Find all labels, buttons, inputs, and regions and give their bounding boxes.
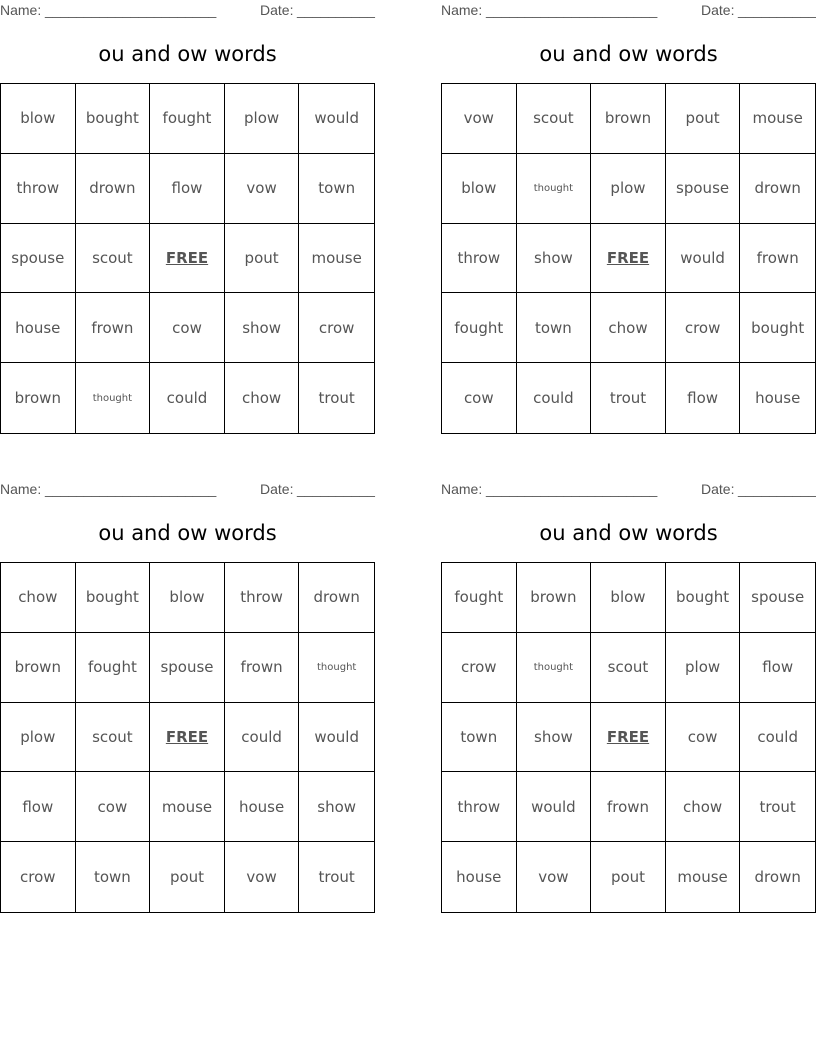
bingo-grid (0, 83, 375, 434)
bingo-grid (441, 562, 816, 913)
date-blank: __________ (738, 2, 816, 18)
word-cell: bought (76, 563, 151, 633)
card-title: ou and ow words (539, 42, 718, 66)
word-cell: thought (299, 633, 374, 703)
word-cell: fought (442, 293, 517, 363)
word-cell: would (299, 84, 374, 154)
word-cell: pout (666, 84, 741, 154)
name-label: Name: (441, 481, 483, 497)
word-cell: vow (442, 84, 517, 154)
name-date-line (441, 481, 816, 499)
word-cell: flow (1, 772, 76, 842)
word-cell: blow (591, 563, 666, 633)
word-cell: would (299, 703, 374, 773)
date-label: Date: (260, 2, 294, 18)
word-cell: scout (517, 84, 592, 154)
word-cell: could (517, 363, 592, 433)
word-cell: cow (666, 703, 741, 773)
date-blank: __________ (738, 481, 816, 497)
word-cell: trout (318, 389, 355, 408)
word-cell: mouse (150, 772, 225, 842)
word-cell: drown (299, 563, 374, 633)
word-cell: house (755, 389, 801, 408)
word-cell: frown (225, 633, 300, 703)
word-cell: show (225, 293, 300, 363)
free-space-cell: FREE (591, 224, 666, 294)
word-cell: crow (666, 293, 741, 363)
word-cell: show (299, 772, 374, 842)
word-cell: crow (442, 633, 517, 703)
word-cell: bought (740, 293, 815, 363)
word-cell: brown (591, 84, 666, 154)
word-cell: scout (76, 703, 151, 773)
name-label: Name: (0, 2, 42, 18)
word-cell: flow (740, 633, 815, 703)
date-label: Date: (260, 481, 294, 497)
word-cell: blow (150, 563, 225, 633)
word-cell: house (442, 842, 517, 912)
word-cell: crow (299, 293, 374, 363)
word-cell: brown (1, 363, 76, 433)
free-space-cell: FREE (150, 224, 225, 294)
bingo-card (441, 0, 816, 434)
word-cell: thought (76, 363, 151, 433)
word-cell: pout (150, 842, 225, 912)
word-cell: town (442, 703, 517, 773)
name-date-line (0, 2, 375, 20)
word-cell: mouse (299, 224, 374, 294)
word-cell: vow (517, 842, 592, 912)
word-cell: thought (517, 633, 592, 703)
word-cell: spouse (666, 154, 741, 224)
word-cell: chow (225, 363, 300, 433)
word-cell: spouse (1, 224, 76, 294)
word-cell: chow (591, 293, 666, 363)
word-cell: fought (76, 633, 151, 703)
word-cell: brown (1, 633, 76, 703)
word-cell: bought (76, 84, 151, 154)
word-cell: house (225, 772, 300, 842)
word-cell: chow (1, 563, 76, 633)
word-cell: house (1, 293, 76, 363)
name-blank: ______________________ (486, 481, 658, 497)
name-date-line (441, 2, 816, 20)
name-blank: ______________________ (45, 481, 217, 497)
word-cell: spouse (740, 563, 815, 633)
word-cell: scout (76, 224, 151, 294)
word-cell: would (517, 772, 592, 842)
word-cell: town (76, 842, 151, 912)
word-cell: thought (517, 154, 592, 224)
word-cell: frown (76, 293, 151, 363)
word-cell: throw (442, 224, 517, 294)
word-cell: plow (1, 703, 76, 773)
word-cell: drown (76, 154, 151, 224)
bingo-grid (441, 83, 816, 434)
card-title: ou and ow words (539, 521, 718, 545)
word-cell: plow (225, 84, 300, 154)
word-cell: show (517, 703, 592, 773)
word-cell: blow (1, 84, 76, 154)
word-cell: drown (740, 154, 815, 224)
word-cell: cow (76, 772, 151, 842)
word-cell: fought (442, 563, 517, 633)
word-cell: vow (225, 842, 300, 912)
word-cell: frown (591, 772, 666, 842)
date-blank: __________ (297, 2, 375, 18)
word-cell: could (740, 703, 815, 773)
word-cell: spouse (150, 633, 225, 703)
card-title: ou and ow words (98, 521, 277, 545)
card-title: ou and ow words (98, 42, 277, 66)
date-label: Date: (701, 2, 735, 18)
word-cell: trout (591, 363, 666, 433)
word-cell: plow (591, 154, 666, 224)
name-date-line (0, 481, 375, 499)
word-cell: throw (442, 772, 517, 842)
free-space-cell: FREE (591, 703, 666, 773)
word-cell: throw (225, 563, 300, 633)
word-cell: trout (318, 868, 355, 887)
word-cell: pout (591, 842, 666, 912)
bingo-card (441, 479, 816, 913)
date-label: Date: (701, 481, 735, 497)
word-cell: fought (150, 84, 225, 154)
word-cell: throw (1, 154, 76, 224)
word-cell: flow (150, 154, 225, 224)
word-cell: plow (666, 633, 741, 703)
free-space-cell: FREE (150, 703, 225, 773)
name-label: Name: (441, 2, 483, 18)
word-cell: frown (740, 224, 815, 294)
word-cell: cow (150, 293, 225, 363)
bingo-grid (0, 562, 375, 913)
word-cell: flow (666, 363, 741, 433)
word-cell: blow (442, 154, 517, 224)
word-cell: chow (666, 772, 741, 842)
name-blank: ______________________ (486, 2, 658, 18)
bingo-card (0, 479, 375, 913)
word-cell: town (299, 154, 374, 224)
word-cell: scout (591, 633, 666, 703)
word-cell: crow (1, 842, 76, 912)
word-cell: drown (754, 868, 801, 887)
word-cell: show (517, 224, 592, 294)
name-label: Name: (0, 481, 42, 497)
bingo-card (0, 0, 375, 434)
word-cell: brown (517, 563, 592, 633)
date-blank: __________ (297, 481, 375, 497)
word-cell: cow (442, 363, 517, 433)
name-blank: ______________________ (45, 2, 217, 18)
word-cell: vow (225, 154, 300, 224)
word-cell: would (666, 224, 741, 294)
word-cell: trout (740, 772, 815, 842)
word-cell: town (517, 293, 592, 363)
word-cell: could (150, 363, 225, 433)
word-cell: mouse (666, 842, 741, 912)
word-cell: bought (666, 563, 741, 633)
word-cell: mouse (740, 84, 815, 154)
word-cell: pout (225, 224, 300, 294)
word-cell: could (225, 703, 300, 773)
